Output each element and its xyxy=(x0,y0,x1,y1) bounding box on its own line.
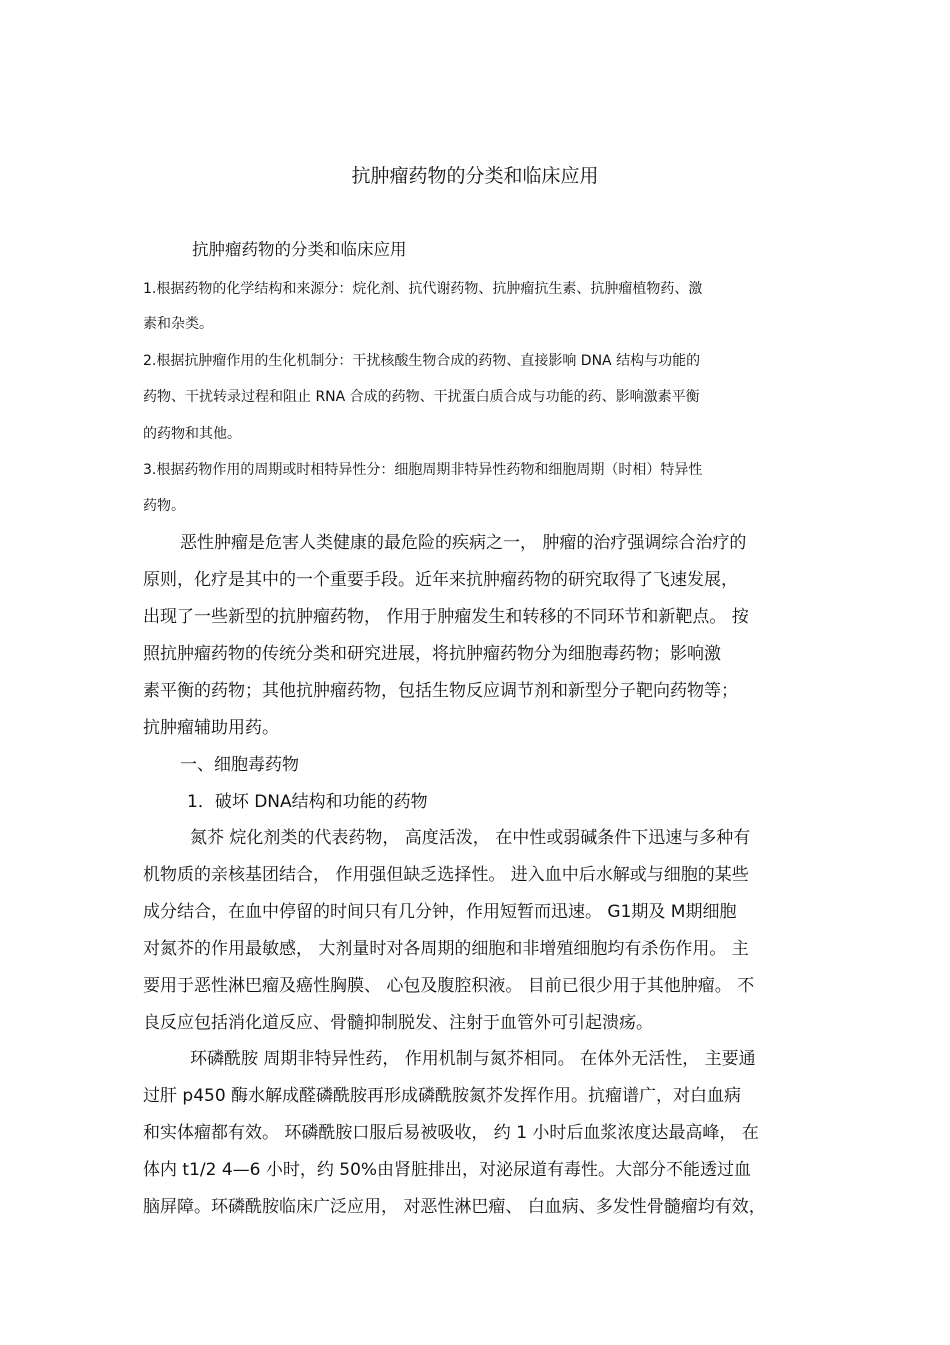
classification-line: 药物。 xyxy=(143,498,185,514)
subsection-heading: 1．破坏 DNA结构和功能的药物 xyxy=(187,792,428,812)
classification-line: 2.根据抗肿瘤作用的生化机制分：干扰核酸生物合成的药物、直接影响 DNA 结构与功能的 xyxy=(143,353,701,369)
body-line: 氮芥 烷化剂类的代表药物， 高度活泼， 在中性或弱碱条件下迅速与多种有 xyxy=(190,828,751,848)
body-line: 对氮芥的作用最敏感， 大剂量时对各周期的细胞和非增殖细胞均有杀伤作用。 主 xyxy=(143,939,749,959)
classification-line: 3.根据药物作用的周期或时相特异性分：细胞周期非特异性药物和细胞周期（时相）特异性 xyxy=(143,462,703,478)
classification-line: 素和杂类。 xyxy=(143,316,213,332)
classification-line: 的药物和其他。 xyxy=(143,426,241,442)
body-line: 要用于恶性淋巴瘤及癌性胸膜、 心包及腹腔积液。 目前已很少用于其他肿瘤。 不 xyxy=(143,976,755,996)
body-line: 环磷酰胺 周期非特异性药， 作用机制与氮芥相同。 在体外无活性， 主要通 xyxy=(190,1049,756,1069)
body-line: 体内 t1/2 4—6 小时，约 50%由肾脏排出，对泌尿道有毒性。大部分不能透过血 xyxy=(143,1160,752,1180)
body-line: 原则，化疗是其中的一个重要手段。近年来抗肿瘤药物的研究取得了飞速发展， xyxy=(143,570,738,590)
section-heading: 一、细胞毒药物 xyxy=(180,755,299,775)
body-line: 恶性肿瘤是危害人类健康的最危险的疾病之一， 肿瘤的治疗强调综合治疗的 xyxy=(180,533,747,553)
body-line: 素平衡的药物；其他抗肿瘤药物，包括生物反应调节剂和新型分子靶向药物等； xyxy=(143,681,738,701)
body-line: 良反应包括消化道反应、骨髓抑制脱发、注射于血管外可引起溃疡。 xyxy=(143,1013,653,1033)
body-line: 机物质的亲核基团结合， 作用强但缺乏选择性。 进入血中后水解或与细胞的某些 xyxy=(143,865,749,885)
classification-line: 药物、干扰转录过程和阻止 RNA 合成的药物、干扰蛋白质合成与功能的药、影响激素平衡 xyxy=(143,389,700,405)
classification-line: 1.根据药物的化学结构和来源分：烷化剂、抗代谢药物、抗肿瘤抗生素、抗肿瘤植物药、激 xyxy=(143,281,703,297)
body-line: 出现了一些新型的抗肿瘤药物， 作用于肿瘤发生和转移的不同环节和新靶点。 按 xyxy=(143,607,749,627)
section-subtitle: 抗肿瘤药物的分类和临床应用 xyxy=(192,240,407,259)
body-line: 脑屏障。环磷酰胺临床广泛应用， 对恶性淋巴瘤、 白血病、多发性骨髓瘤均有效， xyxy=(143,1197,766,1217)
document-title: 抗肿瘤药物的分类和临床应用 xyxy=(351,165,599,187)
body-line: 抗肿瘤辅助用药。 xyxy=(143,718,279,738)
body-line: 成分结合，在血中停留的时间只有几分钟，作用短暂而迅速。 G1期及 M期细胞 xyxy=(143,902,737,922)
body-line: 和实体瘤都有效。 环磷酰胺口服后易被吸收， 约 1 小时后血浆浓度达最高峰， 在 xyxy=(143,1123,759,1143)
body-line: 照抗肿瘤药物的传统分类和研究进展，将抗肿瘤药物分为细胞毒药物；影响激 xyxy=(143,644,721,664)
body-line: 过肝 p450 酶水解成醛磷酰胺再形成磷酰胺氮芥发挥作用。抗瘤谱广，对白血病 xyxy=(143,1086,742,1106)
